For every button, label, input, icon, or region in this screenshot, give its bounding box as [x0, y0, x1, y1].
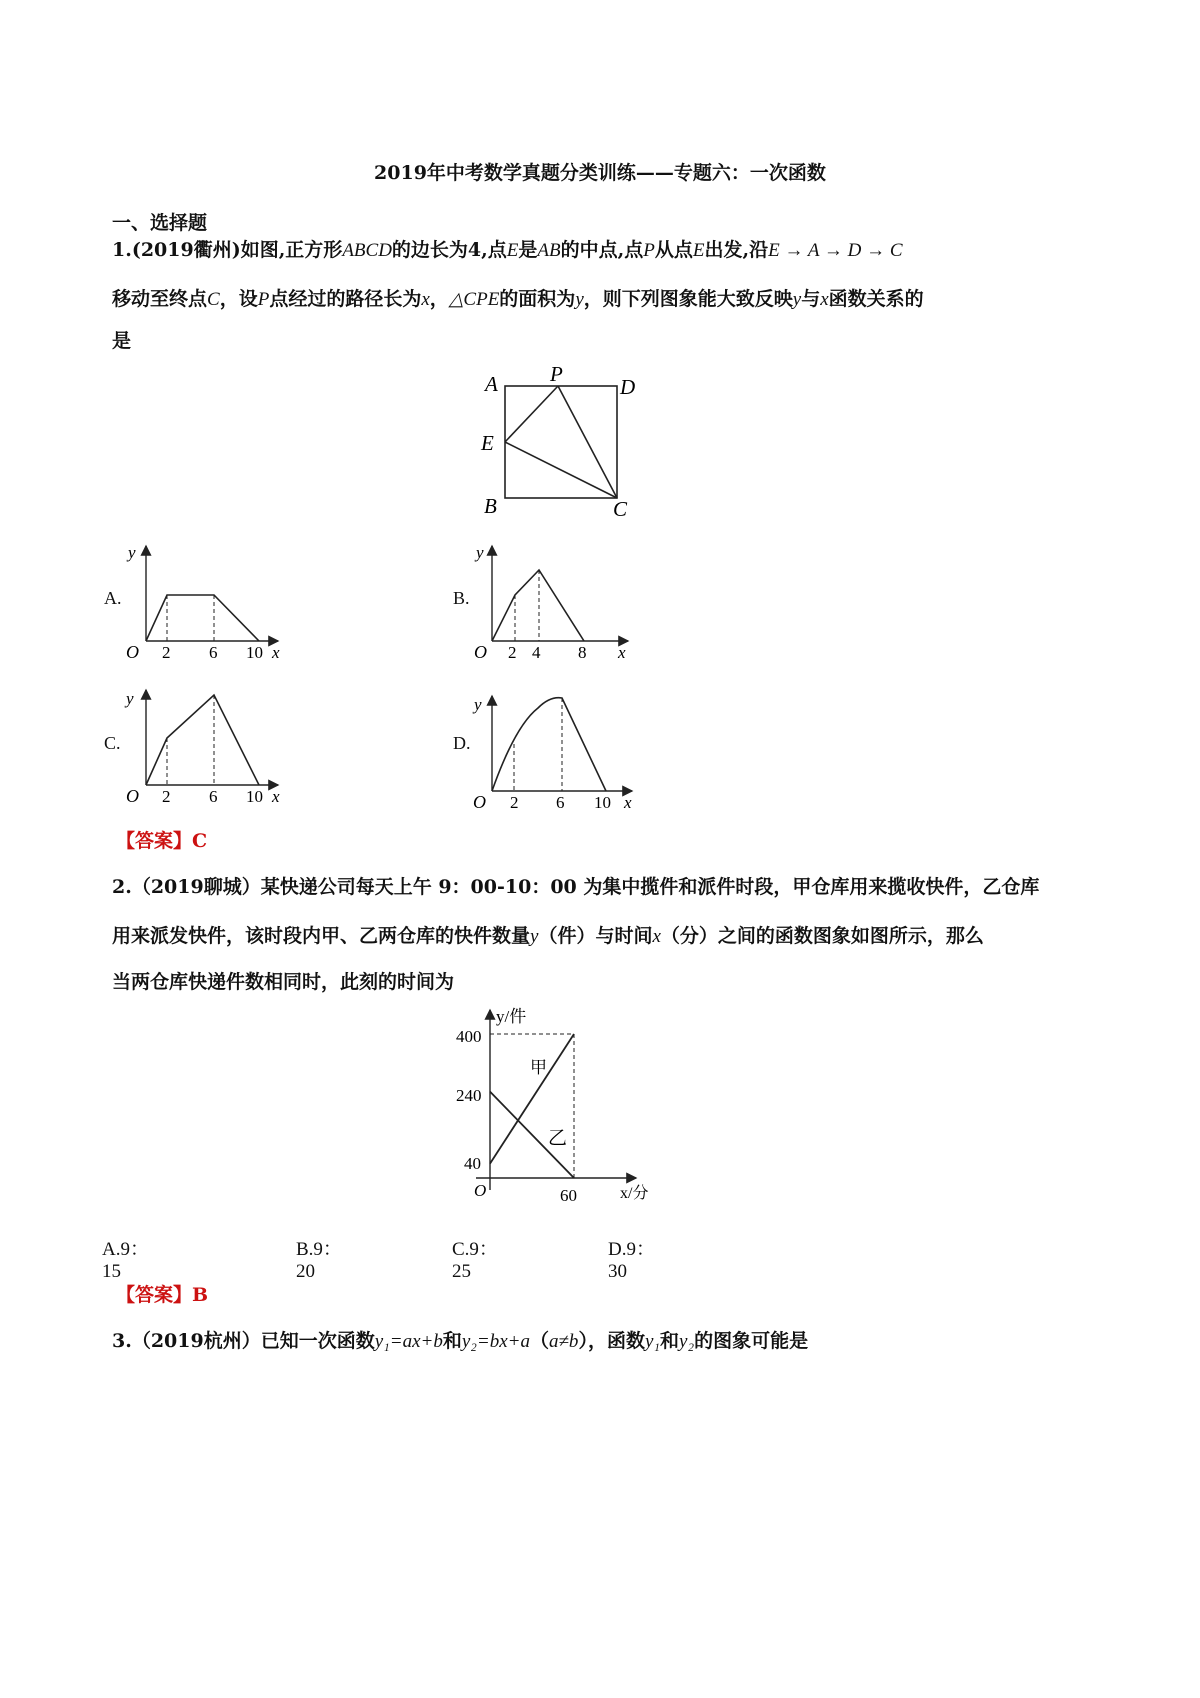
origin-label: O	[126, 786, 139, 806]
x-label: x	[624, 793, 632, 812]
question-1-line-1	[112, 229, 1102, 272]
answer-2: 【答案】B	[116, 1284, 209, 1306]
choice-d: D.9：30	[608, 1239, 655, 1282]
tick-label: 6	[209, 643, 218, 662]
question-2-line-3: 当两仓库快递件数相同时，此刻的时间为	[112, 971, 455, 993]
text: 的边长为4,点	[391, 239, 507, 261]
math: x	[652, 926, 661, 947]
origin-label: O	[473, 792, 486, 812]
math: y₁=ax+b	[374, 1331, 443, 1352]
option-d-graph	[470, 688, 650, 818]
text: 是	[518, 239, 538, 261]
tick-label: 2	[162, 787, 171, 806]
math: △CPE	[448, 289, 500, 310]
math: y	[530, 926, 539, 947]
square-abcd	[505, 386, 617, 498]
text: 3.（2019杭州）已知一次函数	[112, 1330, 375, 1352]
x-label: x	[272, 787, 280, 806]
graph-line	[146, 595, 259, 641]
tick-label: 2	[162, 643, 171, 662]
section-heading: 一、选择题	[112, 212, 208, 234]
option-b-graph	[468, 538, 648, 668]
graph-line	[146, 695, 259, 785]
y-label: y	[128, 543, 136, 562]
math: E → A → D → C	[768, 240, 903, 261]
label-p: P	[550, 362, 563, 386]
text: ，则下列图象能大致反映	[583, 288, 793, 310]
series-label-yi: 乙	[548, 1128, 568, 1149]
x-axis-label: x/分	[620, 1185, 649, 1202]
tick-label: 4	[532, 643, 541, 662]
x-tick-60: 60	[560, 1186, 577, 1205]
math: E	[692, 240, 705, 261]
text: 从点	[654, 239, 693, 261]
choice-b: B.9：20	[296, 1239, 342, 1282]
question-3-line-1	[112, 1320, 1102, 1363]
label-a: A	[485, 372, 498, 396]
text: 移动至终点	[112, 288, 208, 310]
text: 和	[442, 1330, 462, 1352]
text: 出发,沿	[704, 239, 769, 261]
math: y₂	[679, 1331, 695, 1352]
option-c-graph	[118, 682, 298, 812]
y-label: y	[474, 695, 482, 714]
label-b: B	[484, 494, 497, 518]
tick-label: 2	[510, 793, 519, 812]
x-label: x	[618, 643, 626, 662]
choice-c: C.9：25	[452, 1239, 498, 1282]
square-figure	[470, 358, 670, 528]
y-tick-240: 240	[456, 1086, 482, 1105]
text: （分）之间的函数图象如图所示，那么	[660, 925, 984, 947]
graph-line	[492, 570, 584, 641]
text: 的面积为	[499, 288, 576, 310]
series-label-jia: 甲	[530, 1058, 547, 1077]
tick-label: 6	[209, 787, 218, 806]
tick-label: 10	[246, 787, 263, 806]
text: （	[529, 1330, 549, 1352]
text: （件）与时间	[538, 925, 653, 947]
option-a-label: A.	[104, 588, 122, 608]
math: y	[792, 289, 802, 310]
x-label: x	[272, 643, 280, 662]
text: ，设	[219, 288, 258, 310]
choice-a: A.9：15	[102, 1239, 149, 1282]
label-e: E	[481, 431, 494, 455]
segment-ec	[505, 442, 617, 498]
question-1-line-2	[112, 278, 1102, 321]
question-2-line-2	[112, 915, 1102, 958]
question-1-line-3: 是	[112, 330, 132, 352]
math: C	[207, 289, 220, 310]
tick-label: 2	[508, 643, 517, 662]
y-label: y	[476, 543, 484, 562]
y-axis-label: y/件	[496, 1007, 527, 1026]
option-d-label: D.	[453, 733, 471, 753]
text: 1.(2019衢州)如图,正方形	[112, 239, 343, 261]
text: ，	[429, 288, 449, 310]
label-d: D	[620, 375, 636, 399]
y-tick-400: 400	[456, 1027, 482, 1046]
text: 的图象可能是	[694, 1330, 809, 1352]
tick-label: 6	[556, 793, 565, 812]
option-b-label: B.	[453, 588, 470, 608]
segment-pc	[558, 386, 617, 498]
math: x	[820, 289, 829, 310]
math: ABCD	[342, 240, 392, 261]
y-label: y	[126, 689, 134, 708]
math: AB	[537, 240, 561, 261]
math: a≠b	[549, 1331, 579, 1352]
question-2-line-1: 2.（2019聊城）某快递公司每天上午 9：00-10：00 为集中揽件和派件时段，甲仓库用来揽收快件，乙仓库	[112, 876, 1040, 898]
text: 的中点,点	[560, 239, 644, 261]
page-title: 2019年中考数学真题分类训练——专题六：一次函数	[374, 162, 826, 184]
text: 函数关系的	[828, 288, 924, 310]
math: x	[421, 289, 430, 310]
y-tick-40: 40	[464, 1154, 481, 1173]
math: y₁	[644, 1331, 660, 1352]
segment-ep	[505, 386, 558, 442]
tick-label: 10	[246, 643, 263, 662]
math: y₂=bx+a	[461, 1331, 530, 1352]
origin-label: O	[474, 642, 487, 662]
q2-chart	[440, 1000, 680, 1210]
option-a-graph	[118, 538, 298, 668]
text: 用来派发快件，该时段内甲、乙两仓库的快件数量	[112, 925, 531, 947]
math: P	[643, 240, 655, 261]
tick-label: 10	[594, 793, 611, 812]
text: 和	[660, 1330, 680, 1352]
math: y	[575, 289, 584, 310]
origin-label: O	[474, 1181, 487, 1200]
math: P	[257, 289, 270, 310]
label-c: C	[613, 497, 628, 521]
graph-curve	[492, 698, 606, 791]
option-c-label: C.	[104, 733, 121, 753]
text: 点经过的路径长为	[269, 288, 422, 310]
text: 与	[801, 288, 821, 310]
tick-label: 8	[578, 643, 587, 662]
origin-label: O	[126, 642, 139, 662]
text: ），函数	[578, 1330, 645, 1352]
math: E	[506, 240, 519, 261]
answer-1: 【答案】C	[116, 830, 208, 852]
